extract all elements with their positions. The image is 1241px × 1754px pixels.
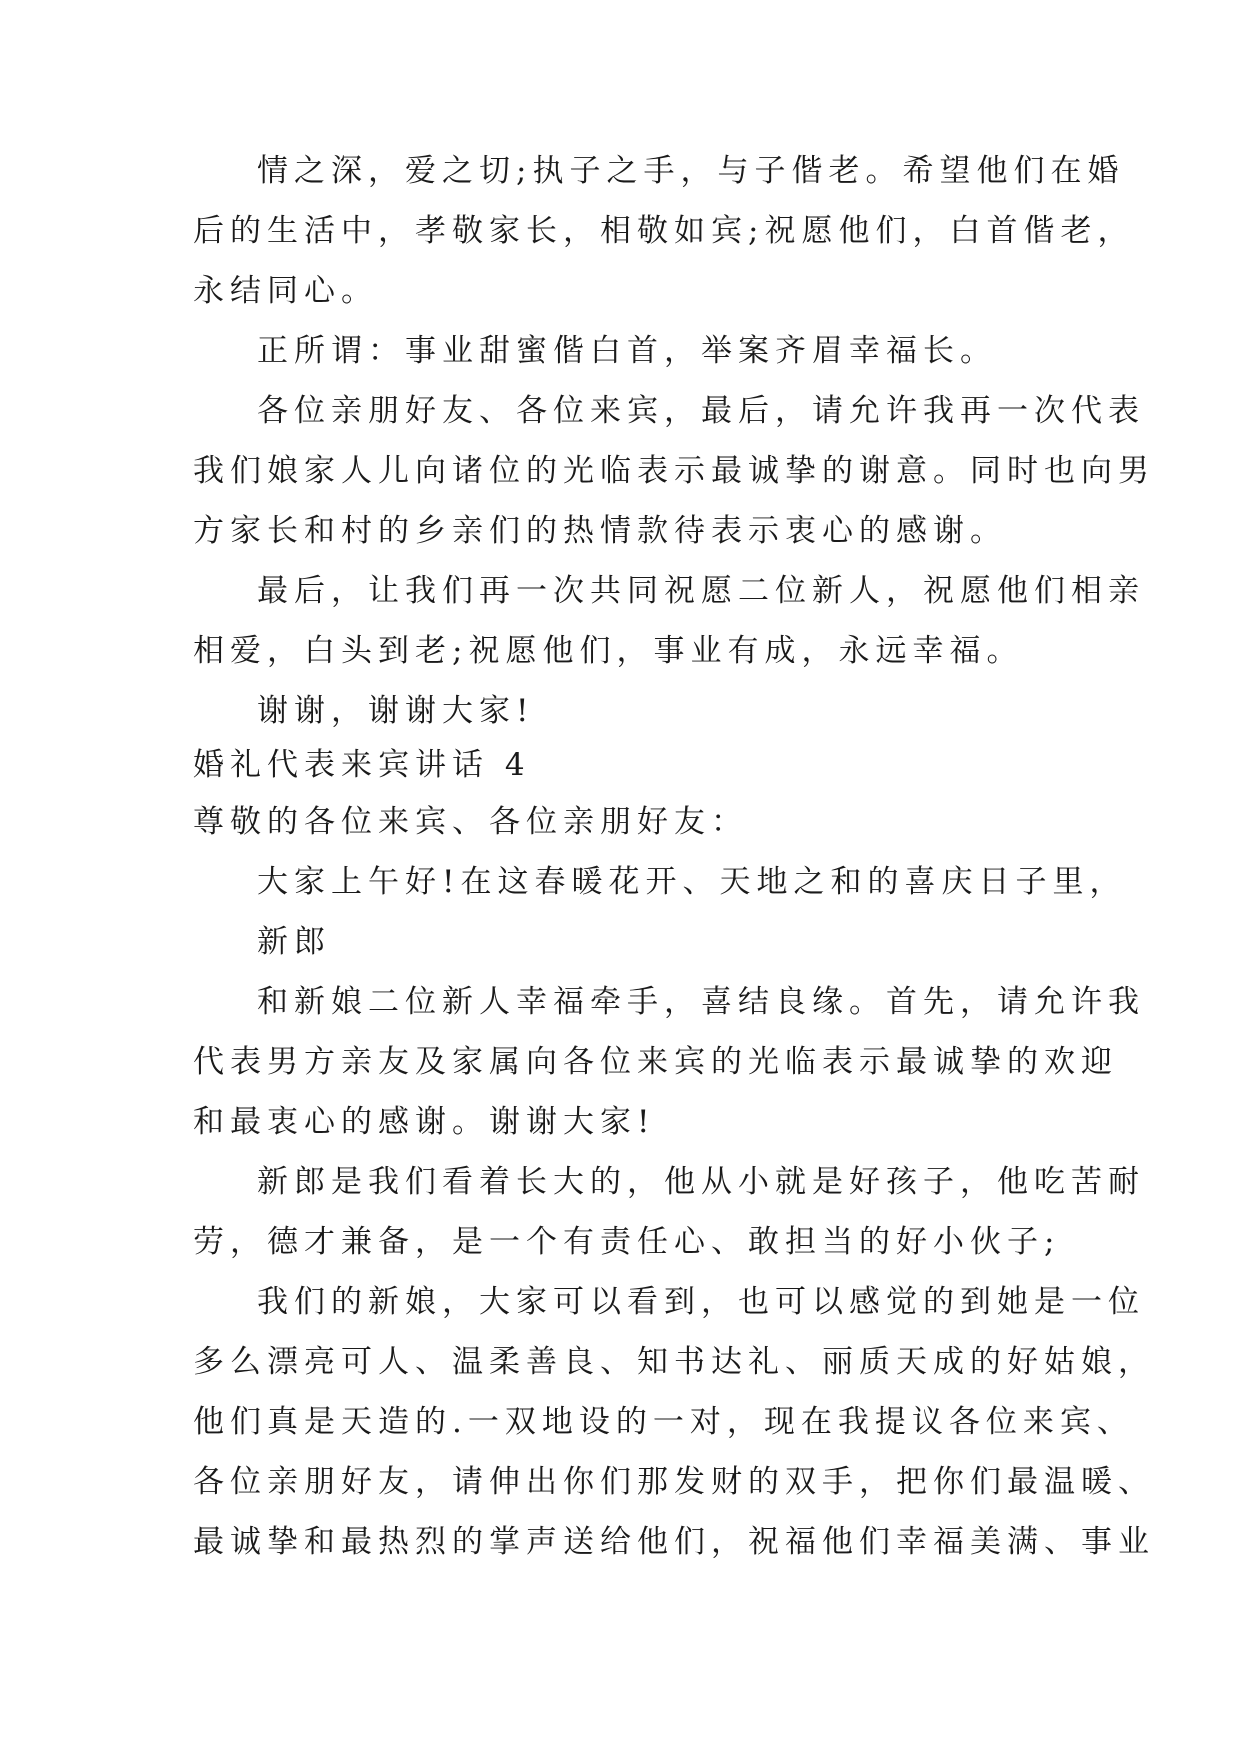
paragraph-line: 方家长和村的乡亲们的热情款待表示衷心的感谢。 [193, 513, 1007, 549]
salutation-line: 尊敬的各位来宾、各位亲朋好友： [193, 804, 748, 840]
paragraph-line: 最后，让我们再一次共同祝愿二位新人，祝愿他们相亲 [257, 573, 1145, 609]
paragraph-line: 正所谓：事业甜蜜偕白首，举案齐眉幸福长。 [257, 333, 997, 369]
paragraph-line: 大家上午好!在这春暖花开、天地之和的喜庆日子里， [257, 864, 1127, 900]
paragraph-line: 我们娘家人儿向诸位的光临表示最诚挚的谢意。同时也向男 [193, 453, 1155, 489]
paragraph-line: 相爱，白头到老;祝愿他们，事业有成，永远幸福。 [193, 633, 1024, 669]
paragraph-line: 我们的新娘，大家可以看到，也可以感觉的到她是一位 [257, 1284, 1145, 1320]
paragraph-line: 和新娘二位新人幸福牵手，喜结良缘。首先，请允许我 [257, 984, 1145, 1020]
paragraph-line: 新郎是我们看着长大的，他从小就是好孩子，他吃苦耐 [257, 1164, 1145, 1200]
paragraph-line: 多么漂亮可人、温柔善良、知书达礼、丽质天成的好姑娘， [193, 1344, 1155, 1380]
paragraph-line: 劳，德才兼备，是一个有责任心、敢担当的好小伙子; [193, 1224, 1061, 1260]
section-heading: 婚礼代表来宾讲话 4 [193, 747, 531, 783]
paragraph-line: 谢谢，谢谢大家! [257, 693, 535, 729]
paragraph-line: 代表男方亲友及家属向各位来宾的光临表示最诚挚的欢迎 [193, 1044, 1118, 1080]
paragraph-line: 各位亲朋好友，请伸出你们那发财的双手，把你们最温暖、 [193, 1464, 1155, 1500]
paragraph-line: 各位亲朋好友、各位来宾，最后，请允许我再一次代表 [257, 393, 1145, 429]
paragraph-line: 新郎 [257, 924, 331, 960]
paragraph-line: 他们真是天造的.一双地设的一对，现在我提议各位来宾、 [193, 1404, 1134, 1440]
paragraph-line: 最诚挚和最热烈的掌声送给他们，祝福他们幸福美满、事业 [193, 1524, 1155, 1560]
paragraph-line: 情之深，爱之切;执子之手，与子偕老。希望他们在婚 [257, 153, 1125, 189]
paragraph-line: 后的生活中，孝敬家长，相敬如宾;祝愿他们，白首偕老， [193, 213, 1135, 249]
paragraph-line: 和最衷心的感谢。谢谢大家! [193, 1104, 656, 1140]
paragraph-line: 永结同心。 [193, 273, 378, 309]
